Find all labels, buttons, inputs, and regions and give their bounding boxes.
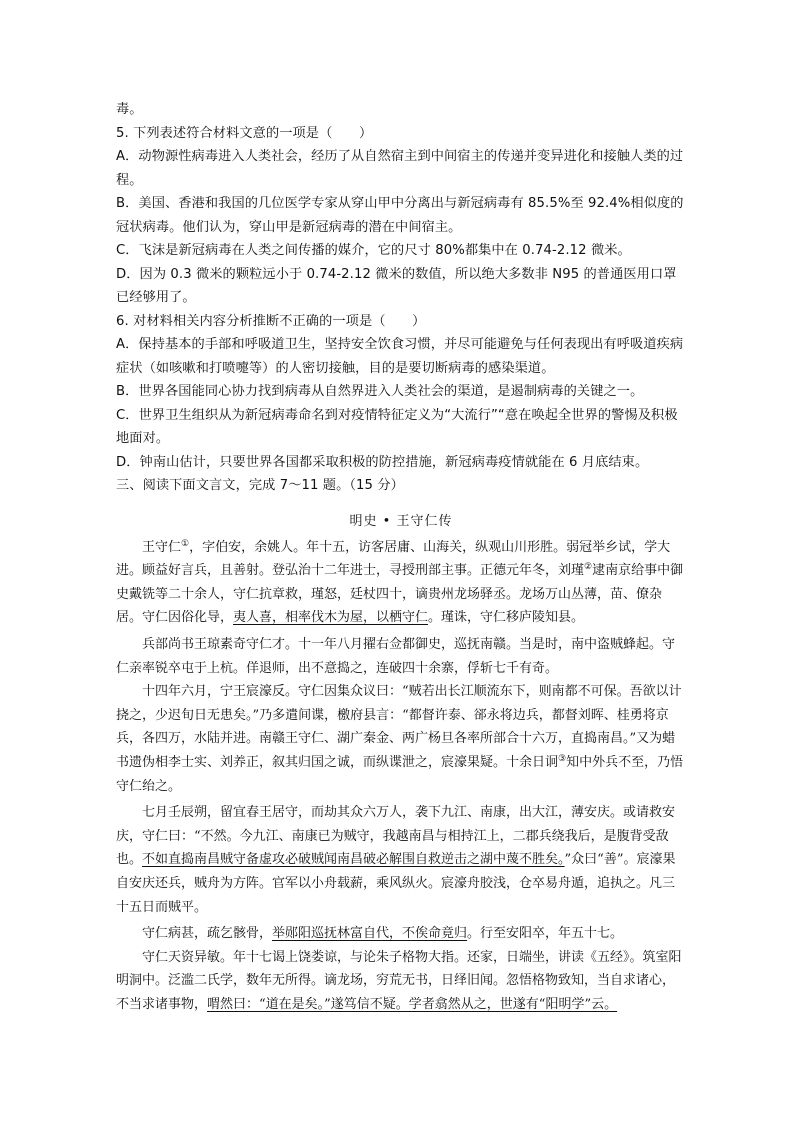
essay-title: 明史 • 王守仁传	[349, 514, 453, 529]
q5-option-b: B．美国、香港和我国的几位医学专家从穿山甲中分离出与新冠病毒有 85.5%至 92.4%相似度的冠状病毒。他们认为，穿山甲是新冠病毒的潜在中间宿主。	[116, 196, 684, 235]
footnote-marker-2: ②	[584, 562, 593, 573]
section-three-heading: 三、阅读下面文言文，完成 7～11 题。（15 分）	[116, 478, 404, 493]
q6-option-b: B．世界各国能同心协力找到病毒从自然界进入人类社会的渠道，是遏制病毒的关键之一。	[116, 384, 644, 399]
essay-paragraph-6: 守仁天资异敏。年十七谒上饶娄谅，与论朱子格物大指。还家，日端坐，讲读《五经》。筑室阳明洞中。泛滥二氏学，数年无所得。谪龙场，穷荒无书，日绎旧闻。忽悟格物致知，当自求诸心，不当求诸事物，喟然曰：“道在是矣。”遂笃信不疑。学者翕然从之，世遂有“阳明学”云。	[116, 949, 682, 1012]
underlined-sentence-3: 举郧阳巡抚林富自代，不俟命竟归	[272, 926, 468, 942]
underlined-sentence-1: 夷人喜，相率伐木为屋，以栖守仁	[233, 610, 429, 626]
essay-paragraph-5: 守仁病甚，疏乞骸骨，举郧阳巡抚林富自代，不俟命竟归。行至安阳卒，年五十七。	[142, 926, 624, 942]
q6-option-c: C．世界卫生组织从为新冠病毒命名到对疫情特征定义为“大流行”“意在唤起全世界的警惕及积极地面对。	[116, 407, 678, 446]
footnote-marker-3: ③	[558, 753, 567, 764]
q5-option-c: C．飞沫是新冠病毒在人类之间传播的媒介，它的尺寸 80%都集中在 0.74-2.12 微米。	[116, 243, 631, 258]
intro-tail: 毒。	[116, 102, 143, 117]
question-block	[116, 98, 686, 498]
q5-option-d: D．因为 0.3 微米的颗粒远小于 0.74-2.12 微米的数值，所以绝大多数非 N95 的普通医用口罩已经够用了。	[116, 266, 677, 305]
q5-stem: 5. 下列表述符合材料文意的一项是（ ）	[116, 125, 373, 141]
underlined-sentence-4: 喟然曰：“道在是矣。”遂笃信不疑。学者翕然从之，世遂有“阳明学”云。	[207, 996, 618, 1012]
q6-option-a: A．保持基本的手部和呼吸道卫生，坚持安全饮食习惯，并尽可能避免与任何表现出有呼吸道疾病症状（如咳嗽和打喷嚏等）的人密切接触，目的是要切断病毒的感染渠道。	[116, 337, 684, 376]
underlined-sentence-2: 不如直捣南昌贼守备虚攻必破贼闻南昌破必解围自救逆击之湖中蔑不胜矣。	[142, 852, 565, 868]
essay-paragraph-2: 兵部尚书王琼素奇守仁才。十一年八月擢右佥都御史，巡抚南赣。当是时，南中盗贼蜂起。守仁亲率锐卒屯于上杭。佯退师，出不意捣之，连破四十余寨，俘斩七千有奇。	[116, 636, 676, 676]
q6-stem: 6. 对材料相关内容分析推断不正确的一项是（ ）	[116, 313, 426, 329]
essay-paragraph-1: 王守仁①，字伯安，余姚人。年十五，访客居庸、山海关，纵观山川形胜。弱冠举乡试，学大进。顾益好言兵，且善射。登弘治十二年进士，寻授刑部主事。正德元年冬，刘瑾②逮南京给事中御史戴铣等二十余人，守仁抗章救，瑾怒，廷杖四十，谪贵州龙场驿丞。龙场万山丛薄，苗、僚杂居。守仁因俗化导，夷人喜，相率伐木为屋，以栖守仁。瑾诛，守仁移庐陵知县。	[116, 538, 684, 626]
q5-option-a: A．动物源性病毒进入人类社会，经历了从自然宿主到中间宿主的传递并变异进化和接触人类的过程。	[116, 149, 684, 188]
q6-option-d: D．钟南山估计，只要世界各国都采取积极的防控措施，新冠病毒疫情就能在 6 月底结束。	[116, 454, 649, 470]
essay-paragraph-3: 十四年六月，宁王宸濠反。守仁因集众议曰：“贼若出长江顺流东下，则南都不可保。吾欲以计挠之，少迟旬日无患矣。”乃多遣间谍，檄府县言：“都督许泰、郤永将边兵，都督刘晖、桂勇将京兵，各四万，水陆并进。南赣王守仁、湖广秦金、两广杨旦各率所部合十六万，直捣南昌。”又为蜡书遗伪相李士实、刘养正，叙其归国之诚，而纵谍泄之，宸濠果疑。十余日诇③知中外兵不至，乃悟守仁绐之。	[116, 684, 684, 794]
classical-essay	[116, 510, 686, 1016]
footnote-marker-1: ①	[181, 538, 190, 549]
essay-paragraph-4: 七月壬辰朔，留宜春王居守，而劫其众六万人，袭下九江、南康，出大江，薄安庆。或请救安庆，守仁曰：“不然。今九江、南康已为贼守，我越南昌与相持江上，二郡兵绕我后，是腹背受敌也。不如直捣南昌贼守备虚攻必破贼闻南昌破必解围自救逆击之湖中蔑不胜矣。”众曰“善”。宸濠果自安庆还兵，贼舟为方阵。官军以小舟载薪，乘风纵火。宸濠舟胶浅，仓卒易舟遁，追执之。凡三十五日而贼平。	[116, 805, 676, 915]
